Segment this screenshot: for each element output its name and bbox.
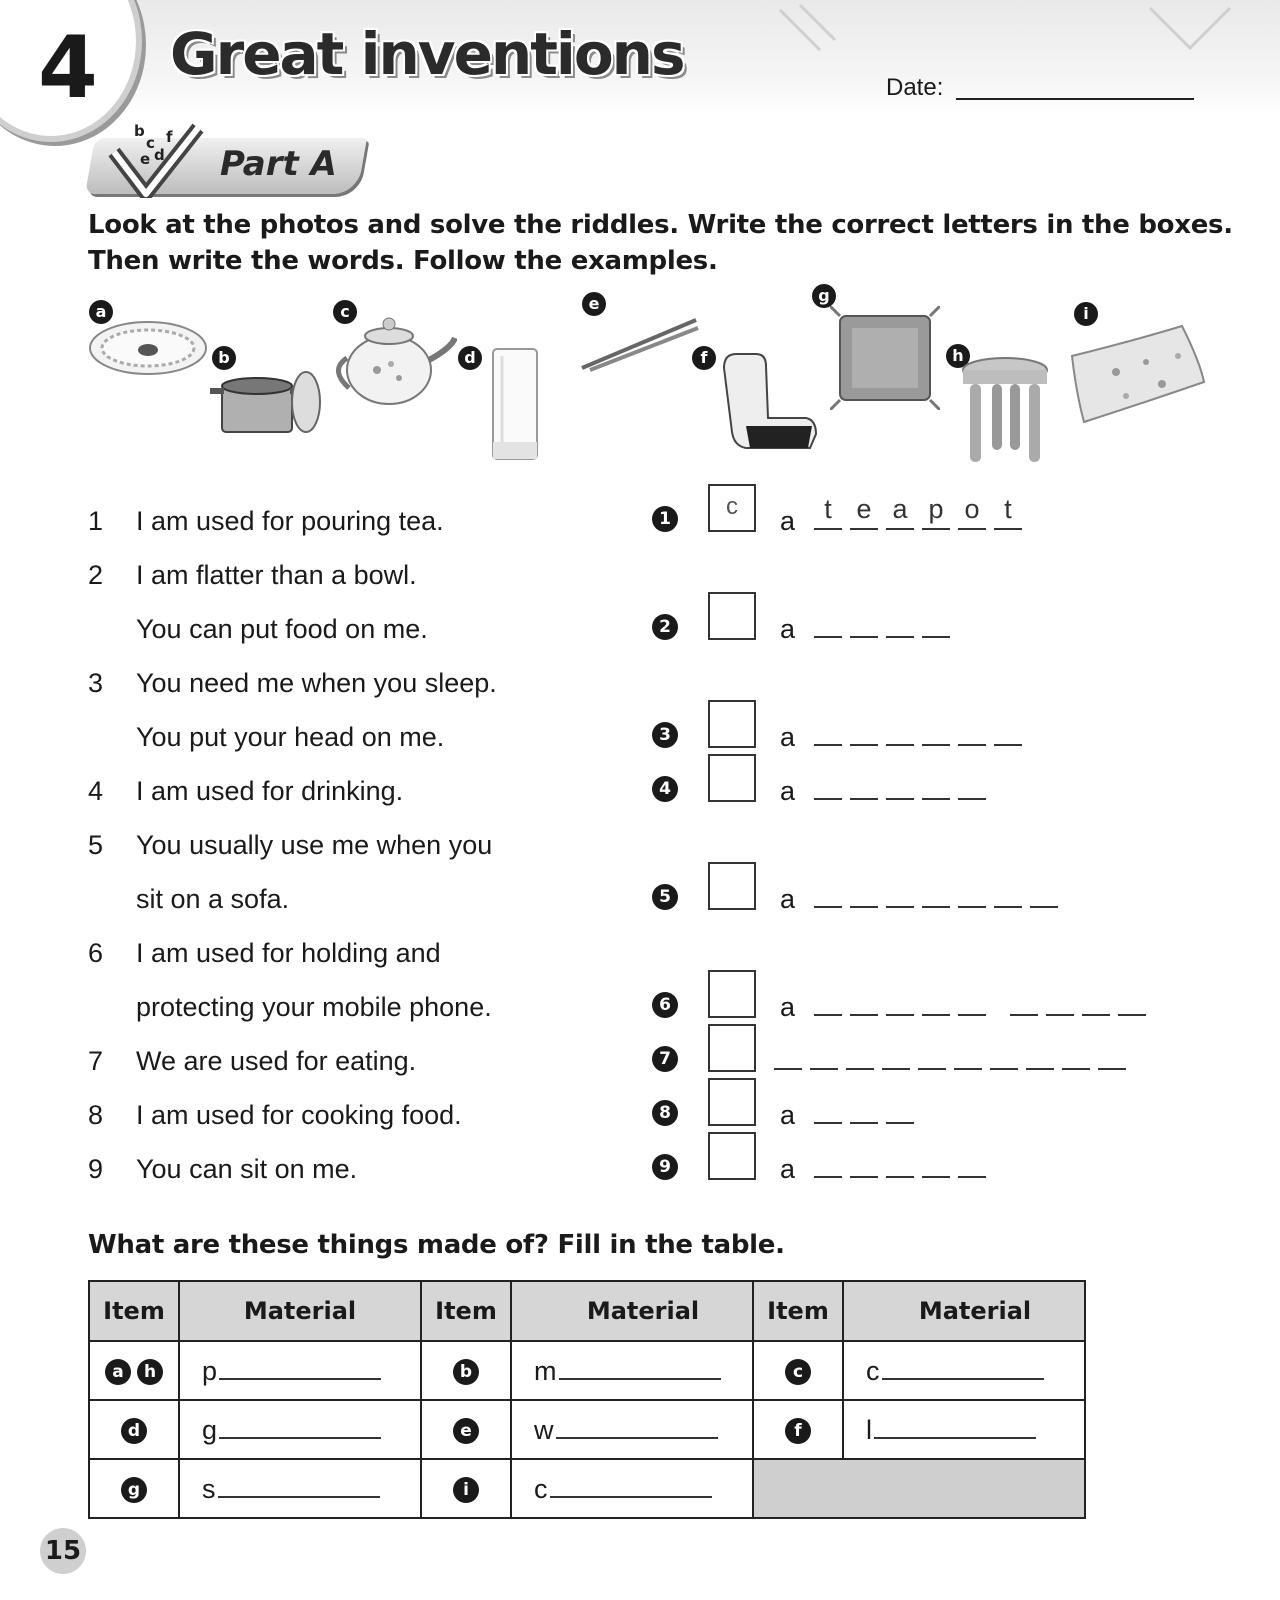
letter-blank[interactable] [958, 1146, 986, 1178]
answer-box[interactable] [708, 862, 756, 910]
material-cell[interactable] [511, 1400, 753, 1459]
letter-blank[interactable] [814, 876, 842, 908]
riddle-text: We are used for eating. [136, 1046, 417, 1076]
letter-blank[interactable] [922, 606, 950, 638]
item-badge: f [785, 1418, 811, 1444]
table-row [89, 1459, 1085, 1518]
letter-blank[interactable] [1082, 984, 1110, 1016]
riddle-number: 1 [88, 506, 104, 536]
letter-blank[interactable] [850, 1146, 878, 1178]
photo-badge-d: d [458, 346, 482, 370]
chopsticks-image [578, 316, 700, 372]
header-material: Material [843, 1281, 1085, 1341]
letter-blank[interactable] [814, 1146, 842, 1178]
material-blank[interactable] [219, 1354, 381, 1380]
answer-article: a [780, 992, 796, 1022]
word-gap [994, 984, 1002, 1016]
riddle-text: You can put food on me. [136, 614, 428, 644]
item-badge: g [121, 1477, 147, 1503]
photo-badge-e: e [582, 292, 606, 316]
table-header-row [89, 1281, 1085, 1341]
letter-blank[interactable] [814, 606, 842, 638]
letter-blank[interactable] [1030, 876, 1058, 908]
letter-blank[interactable] [886, 1146, 914, 1178]
letter-blank[interactable] [886, 876, 914, 908]
letter-blank[interactable] [954, 1038, 982, 1070]
header-item: Item [753, 1281, 843, 1341]
date-field[interactable] [956, 98, 1194, 100]
letter-blank[interactable] [886, 768, 914, 800]
letter-blank[interactable] [850, 768, 878, 800]
glass-image [490, 346, 540, 464]
riddle-text: You can sit on me. [136, 1154, 358, 1184]
material-cell[interactable] [511, 1341, 753, 1400]
item-cell [89, 1341, 179, 1400]
letter-blank[interactable] [814, 984, 842, 1016]
photo-badge-b: b [212, 346, 236, 370]
letter-blank[interactable]: p [922, 498, 950, 530]
letter-blank[interactable] [990, 1038, 1018, 1070]
material-cell[interactable] [179, 1400, 421, 1459]
letter-blank[interactable] [850, 984, 878, 1016]
riddle-number: 8 [88, 1100, 104, 1130]
item-cell [753, 1400, 843, 1459]
letter-blank[interactable] [958, 984, 986, 1016]
photo-badge-a: a [89, 300, 113, 324]
letter-blank[interactable] [810, 1038, 838, 1070]
letter-blank[interactable] [850, 876, 878, 908]
answer-article: a [780, 884, 796, 914]
answer-article: a [780, 506, 796, 536]
pencil-decoration-icon [760, 0, 1280, 60]
material-cell[interactable] [843, 1400, 1085, 1459]
pillow-image [1066, 322, 1206, 426]
letter-blank[interactable]: t [814, 498, 842, 530]
answer-number: 5 [652, 884, 678, 910]
answer-blanks[interactable] [814, 1146, 986, 1178]
letter-blank[interactable] [922, 876, 950, 908]
material-prefix: g [202, 1415, 218, 1445]
riddle-text: I am flatter than a bowl. [136, 560, 417, 590]
answer-article: a [780, 1154, 796, 1184]
answer-blanks[interactable] [814, 1092, 914, 1124]
cushion-image [830, 306, 940, 410]
letter-blank[interactable] [918, 1038, 946, 1070]
letter-blank[interactable] [958, 768, 986, 800]
abc-check-icon [108, 118, 204, 198]
letter-blank[interactable] [814, 714, 842, 746]
letter-blank[interactable] [814, 768, 842, 800]
letter-blank[interactable] [886, 984, 914, 1016]
letter-blank[interactable] [1010, 984, 1038, 1016]
letter-blank[interactable] [922, 768, 950, 800]
answer-box[interactable] [708, 1024, 756, 1072]
date-label: Date: [886, 74, 944, 101]
page-number: 15 [40, 1528, 86, 1574]
letter-blank[interactable] [922, 714, 950, 746]
answer-number: 4 [652, 776, 678, 802]
table-row [89, 1400, 1085, 1459]
letter-blank[interactable] [850, 606, 878, 638]
photo-badge-i: i [1074, 302, 1098, 326]
material-blank[interactable] [218, 1472, 380, 1498]
riddle-text: protecting your mobile phone. [136, 992, 492, 1022]
material-prefix: p [202, 1356, 218, 1386]
teapot-image [333, 308, 457, 408]
part-label: Part A [220, 144, 337, 184]
material-blank[interactable] [882, 1354, 1044, 1380]
answer-article: a [780, 722, 796, 752]
riddle-text: You usually use me when you [136, 830, 493, 860]
item-cell [89, 1400, 179, 1459]
item-cell [753, 1341, 843, 1400]
answer-number: 2 [652, 614, 678, 640]
letter-blank[interactable] [1098, 1038, 1126, 1070]
letter-blank[interactable] [958, 876, 986, 908]
material-blank[interactable] [559, 1354, 721, 1380]
answer-blanks[interactable] [814, 768, 986, 800]
empty-grey-cell [753, 1459, 1085, 1518]
material-cell[interactable] [179, 1459, 421, 1518]
page-title: Great inventions [170, 20, 684, 88]
header-material: Material [179, 1281, 421, 1341]
answer-blanks[interactable] [774, 1038, 1126, 1070]
riddle-text: You put your head on me. [136, 722, 445, 752]
material-prefix: c [534, 1474, 548, 1504]
riddle-text: sit on a sofa. [136, 884, 290, 914]
material-cell[interactable] [843, 1341, 1085, 1400]
pot-image [210, 368, 330, 444]
answer-number: 1 [652, 506, 678, 532]
letter-blank[interactable] [882, 1038, 910, 1070]
phone-case-image [716, 348, 820, 458]
icon-letter: c [146, 134, 155, 152]
material-prefix: c [866, 1356, 880, 1386]
riddle-text: I am used for cooking food. [136, 1100, 462, 1130]
riddle-number: 3 [88, 668, 104, 698]
letter-blank[interactable] [1062, 1038, 1090, 1070]
answer-blanks[interactable] [814, 606, 950, 638]
letter-blank[interactable] [814, 1092, 842, 1124]
icon-letter: b [134, 122, 145, 140]
riddle-number: 6 [88, 938, 104, 968]
answer-blanks[interactable] [814, 876, 1058, 908]
table-question: What are these things made of? Fill in the table. [88, 1230, 785, 1260]
answer-article: a [780, 1100, 796, 1130]
item-badge: d [121, 1418, 147, 1444]
letter-blank[interactable] [994, 876, 1022, 908]
answer-box[interactable] [708, 1078, 756, 1126]
photo-badge-h: h [946, 344, 970, 368]
letter-blank[interactable] [958, 714, 986, 746]
material-blank[interactable] [550, 1472, 712, 1498]
item-badge: i [453, 1477, 479, 1503]
header-item: Item [421, 1281, 511, 1341]
item-cell [421, 1341, 511, 1400]
materials-table [88, 1280, 1086, 1519]
icon-letter: e [140, 150, 151, 168]
answer-number: 8 [652, 1100, 678, 1126]
item-badge: h [137, 1359, 163, 1385]
item-badge: b [453, 1359, 479, 1385]
material-cell[interactable] [179, 1341, 421, 1400]
instruction-line-1: Look at the photos and solve the riddles. Write the correct letters in the boxes. [88, 210, 1233, 240]
photo-badge-g: g [812, 284, 836, 308]
letter-blank[interactable] [846, 1038, 874, 1070]
icon-letter: d [154, 146, 165, 164]
material-blank[interactable] [874, 1413, 1036, 1439]
answer-box[interactable]: c [708, 484, 756, 532]
header-item: Item [89, 1281, 179, 1341]
table-row [89, 1341, 1085, 1400]
letter-blank[interactable] [774, 1038, 802, 1070]
answer-number: 7 [652, 1046, 678, 1072]
header-material: Material [511, 1281, 753, 1341]
instruction-line-2: Then write the words. Follow the examples. [88, 246, 718, 276]
letter-blank[interactable] [1118, 984, 1146, 1016]
unit-number: 4 [38, 18, 98, 118]
material-prefix: s [202, 1474, 216, 1504]
answer-box[interactable] [708, 592, 756, 640]
item-cell [89, 1459, 179, 1518]
letter-blank[interactable]: e [850, 498, 878, 530]
material-cell[interactable] [511, 1459, 753, 1518]
answer-box[interactable] [708, 970, 756, 1018]
answer-number: 9 [652, 1154, 678, 1180]
answer-box[interactable] [708, 754, 756, 802]
letter-blank[interactable] [1046, 984, 1074, 1016]
riddle-number: 5 [88, 830, 104, 860]
riddle-text: You need me when you sleep. [136, 668, 497, 698]
letter-blank[interactable] [850, 1092, 878, 1124]
letter-blank[interactable] [886, 606, 914, 638]
answer-article: a [780, 776, 796, 806]
riddle-text: I am used for holding and [136, 938, 441, 968]
letter-blank[interactable]: t [994, 498, 1022, 530]
riddle-text: I am used for pouring tea. [136, 506, 444, 536]
riddle-number: 2 [88, 560, 104, 590]
item-badge: c [785, 1359, 811, 1385]
letter-blank[interactable] [922, 984, 950, 1016]
answer-number: 6 [652, 992, 678, 1018]
riddle-text: I am used for drinking. [136, 776, 404, 806]
answer-blanks[interactable] [814, 494, 1022, 530]
riddle-number: 4 [88, 776, 104, 806]
photo-badge-c: c [333, 300, 357, 324]
material-prefix: m [534, 1356, 557, 1386]
icon-letter: f [166, 128, 173, 146]
answer-article: a [780, 614, 796, 644]
material-blank[interactable] [219, 1413, 381, 1439]
riddle-number: 9 [88, 1154, 104, 1184]
letter-blank[interactable] [922, 1146, 950, 1178]
answer-blanks[interactable] [814, 714, 1022, 746]
letter-blank[interactable] [850, 714, 878, 746]
item-badge: a [105, 1359, 131, 1385]
item-cell [421, 1459, 511, 1518]
material-prefix: l [866, 1415, 872, 1445]
item-badge: e [453, 1418, 479, 1444]
letter-blank[interactable] [886, 714, 914, 746]
letter-blank[interactable]: a [886, 498, 914, 530]
letter-blank[interactable] [994, 714, 1022, 746]
answer-box[interactable] [708, 700, 756, 748]
letter-blank[interactable] [886, 1092, 914, 1124]
stool-image [960, 356, 1050, 464]
answer-number: 3 [652, 722, 678, 748]
photo-badge-f: f [692, 346, 716, 370]
letter-blank[interactable]: o [958, 498, 986, 530]
letter-blank[interactable] [1026, 1038, 1054, 1070]
item-cell [421, 1400, 511, 1459]
material-blank[interactable] [556, 1413, 718, 1439]
riddle-number: 7 [88, 1046, 104, 1076]
plate-image [88, 314, 208, 380]
answer-blanks[interactable] [814, 984, 1146, 1016]
answer-box[interactable] [708, 1132, 756, 1180]
material-prefix: w [534, 1415, 554, 1445]
